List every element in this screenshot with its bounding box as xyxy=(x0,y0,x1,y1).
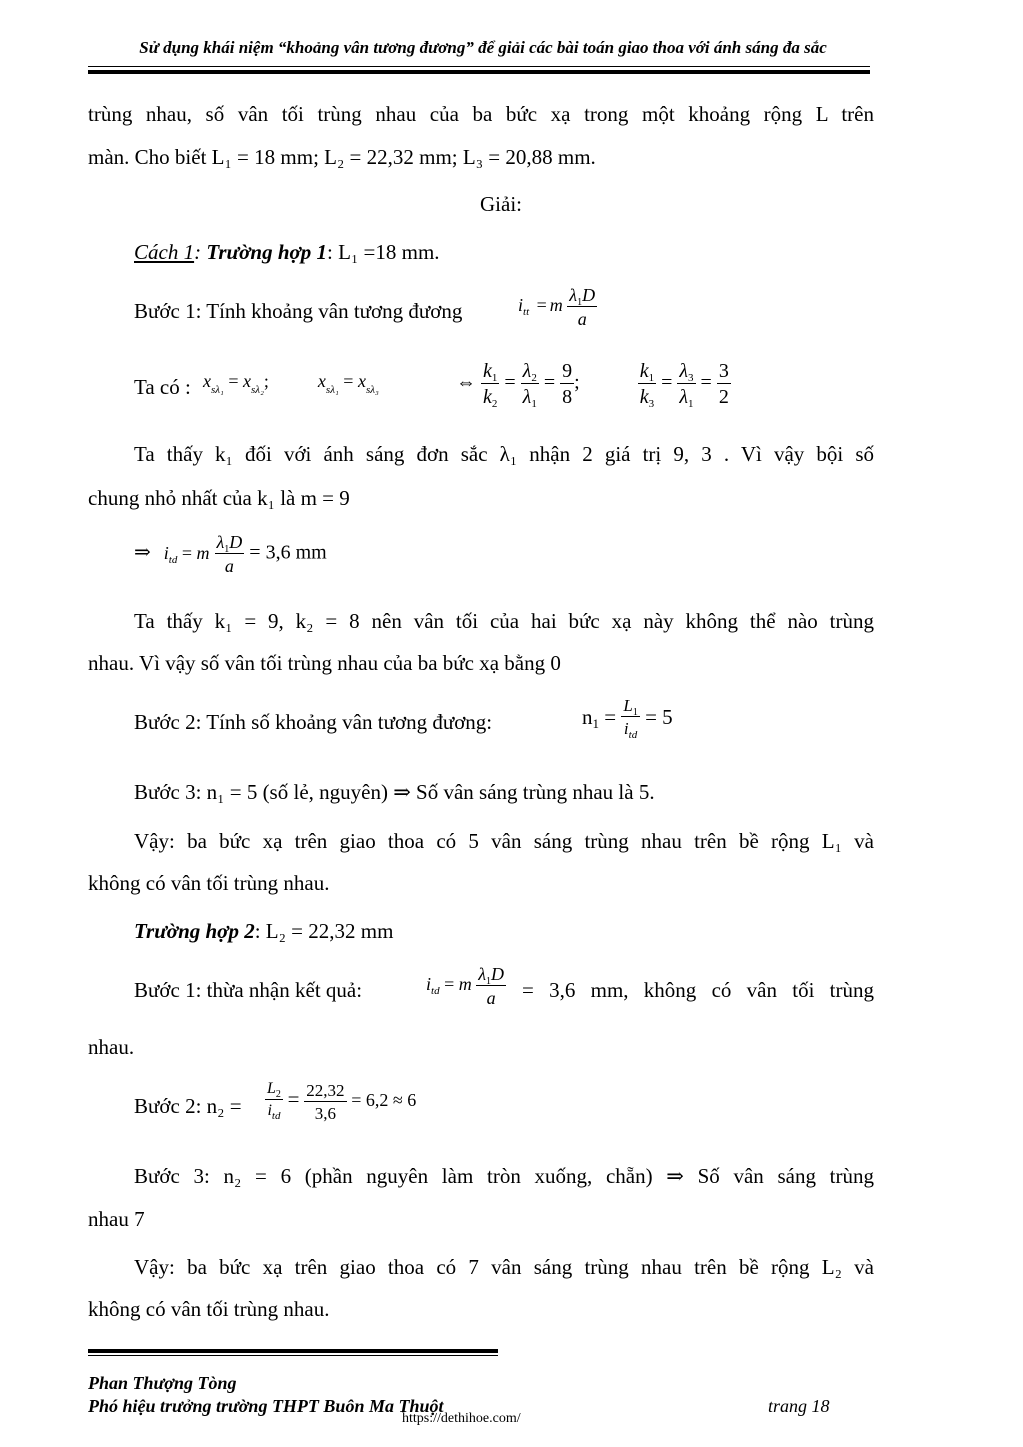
case-label: Trường hợp 1 xyxy=(206,240,328,264)
case-label: Trường hợp 2 xyxy=(134,919,255,943)
paragraph-line: Bước 3: n₂ = 6 (phần nguyên làm tròn xuống, chẵn) ⇒ Số vân sáng trùng xyxy=(134,1164,874,1188)
case-value: L₁ =18 mm. xyxy=(338,240,440,264)
step2-label: Bước 2: Tính số khoảng vân tương đương: xyxy=(134,710,493,734)
header-rule-thin xyxy=(88,66,870,67)
footer-author: Phan Thượng Tòng xyxy=(88,1373,237,1393)
paragraph-line: chung nhỏ nhất của k₁ là m = 9 xyxy=(88,486,350,510)
paragraph-line: nhau 7 xyxy=(88,1207,145,1231)
footer-rule-thick xyxy=(88,1349,498,1353)
n2-denominator: 3,6 xyxy=(314,1103,336,1123)
formula-itd-2: $i_{td} = m$ $\frac{\lambda_1D}{a}$ xyxy=(426,964,505,1008)
paragraph-line: Ta thấy k₁ = 9, k₂ = 8 nên vân tối của hai bức xạ này không thể nào trùng xyxy=(134,609,874,633)
formula-itd: ⇒ $i_{td} = m$ $\frac{\lambda_1D}{a}$ = 3,6 mm xyxy=(134,532,327,576)
paragraph-line: nhau. Vì vậy số vân tối trùng nhau của ba bức xạ bằng 0 xyxy=(88,651,561,675)
header-rule-thick xyxy=(88,70,870,74)
n2-result: = 6,2 ≈ 6 xyxy=(351,1089,417,1110)
paragraph-line: màn. Cho biết L₁ = 18 mm; L₂ = 22,32 mm; L₃ = 20,88 mm. xyxy=(88,145,596,169)
formula-ratios: ⇔ $\frac{k_1}{k_2}$ = $\frac{\lambda_2}{\lambda_1}$ = $\frac{9}{8}$ ; $\frac{k_1}{k_3}$ = $\frac{\lambda_3}{\lambda_1}$ = $\frac{3}{2}$ xyxy=(456,360,729,410)
step2-label: Bước 2: n₂ = xyxy=(134,1094,242,1118)
footer-position: Phó hiệu trưởng trường THPT Buôn Ma Thuột xyxy=(88,1396,444,1416)
footer-rule-thin xyxy=(88,1355,498,1356)
n2-numerator: 22,32 xyxy=(306,1080,345,1100)
step1-result: = 3,6 mm, không có vân tối trùng xyxy=(522,978,874,1002)
step3-line: Bước 3: n₁ = 5 (số lẻ, nguyên) ⇒ Số vân sáng trùng nhau là 5. xyxy=(134,780,655,804)
n1-result: = 5 xyxy=(645,704,673,729)
case1-heading: Cách 1: Trường hợp 1: L₁ =18 mm. xyxy=(134,240,440,264)
case-value: : L₂ = 22,32 mm xyxy=(254,919,394,943)
page-number: trang 18 xyxy=(768,1396,830,1416)
method-label: Cách 1 xyxy=(134,240,195,264)
formula-n2: $\frac{L_2}{i_{td}}$ = $\frac{22,32}{3,6}$ = 6,2 ≈ 6 xyxy=(267,1080,417,1123)
case2-heading xyxy=(134,918,393,944)
paragraph-line: Ta thấy k₁ đối với ánh sáng đơn sắc λ₁ nhận 2 giá trị 9, 3 . Vì vậy bội số xyxy=(134,442,874,466)
paragraph-line: không có vân tối trùng nhau. xyxy=(88,871,330,895)
paragraph-line: Vậy: ba bức xạ trên giao thoa có 7 vân sáng trùng nhau trên bề rộng L₂ và xyxy=(134,1255,874,1279)
step1-label: Bước 1: Tính khoảng vân tương đương xyxy=(134,299,463,323)
paragraph-line: trùng nhau, số vân tối trùng nhau của ba bức xạ trong một khoảng rộng L trên xyxy=(88,102,874,126)
formula-itt: $i_{tt} = m$ $\frac{\lambda_1D}{a}$ xyxy=(518,285,596,329)
ta-co-label: Ta có : xyxy=(134,375,191,399)
step1-label: Bước 1: thừa nhận kết quả: xyxy=(134,978,363,1002)
paragraph-line: nhau. xyxy=(88,1035,135,1059)
formula-n1: $n_1$ = $\frac{L_1}{i_{td}}$ = 5 xyxy=(582,696,673,741)
paragraph-line: không có vân tối trùng nhau. xyxy=(88,1297,330,1321)
footer-url[interactable]: https://dethihoe.com/ xyxy=(402,1411,521,1426)
header-title: Sử dụng khái niệm “khoảng vân tương đương” để giải các bài toán giao thoa với ánh sáng đa sắc xyxy=(139,38,827,57)
formula-coincide: $x_{s\lambda_1} = x_{s\lambda_2}$; $x_{s\lambda_1} = x_{s\lambda_3}$ xyxy=(203,371,379,396)
paragraph-line: Vậy: ba bức xạ trên giao thoa có 5 vân sáng trùng nhau trên bề rộng L₁ và xyxy=(134,829,874,853)
solution-heading: Giải: xyxy=(480,192,522,216)
itd-result: = 3,6 mm xyxy=(249,541,327,564)
